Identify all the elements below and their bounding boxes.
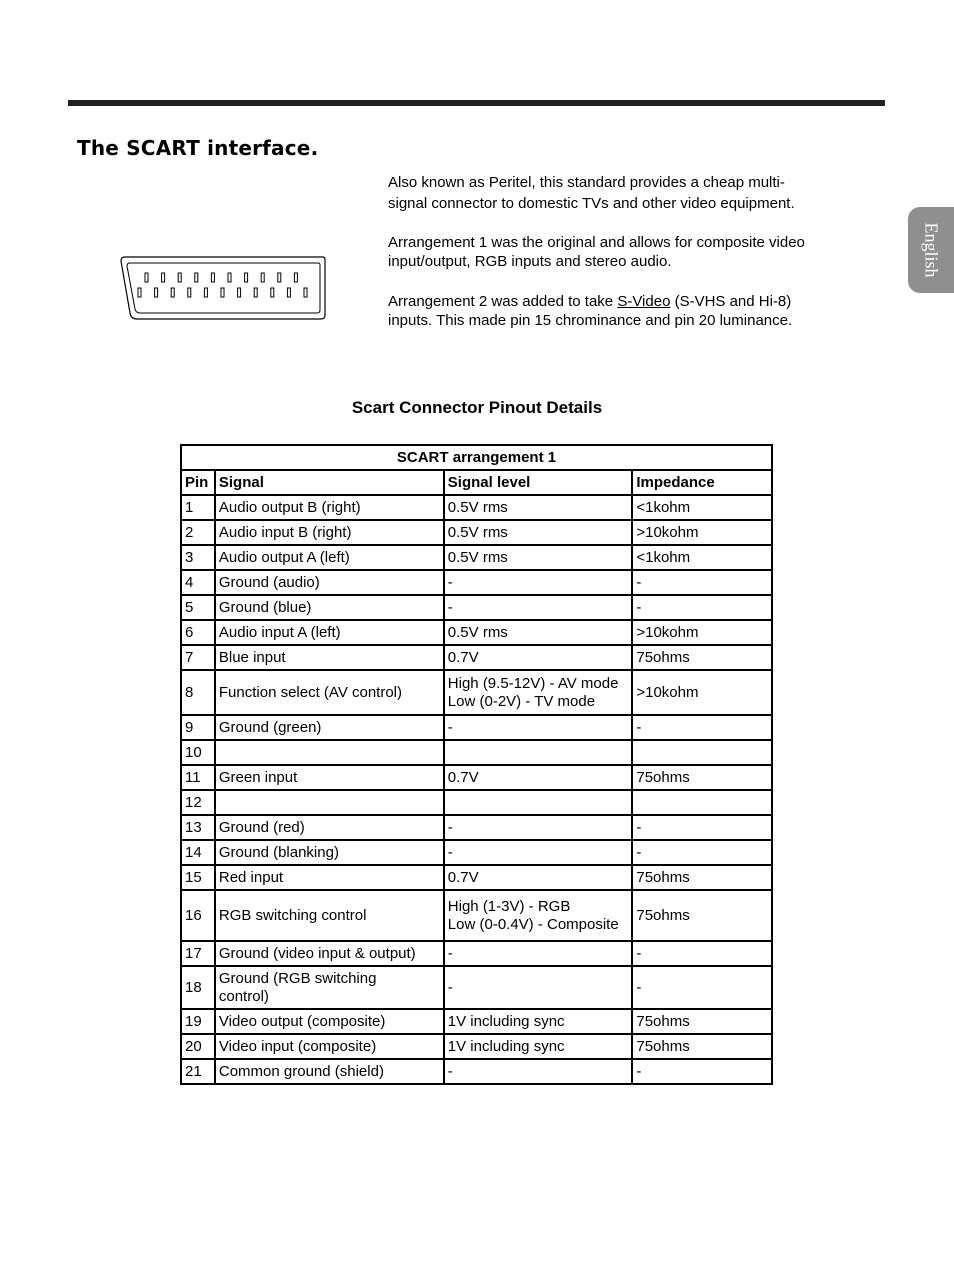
signal-level-cell: - [445,814,634,839]
connector-pin-slot [294,273,297,282]
pin-cell: 19 [182,1008,216,1033]
impedance-cell: - [633,839,771,864]
signal-cell: Ground (blanking) [216,839,445,864]
header-impedance: Impedance [633,469,771,494]
table-row [182,594,771,619]
impedance-cell: 75ohms [633,644,771,669]
impedance-cell: 75ohms [633,864,771,889]
signal-cell: Video input (composite) [216,1033,445,1058]
pin-cell: 10 [182,739,216,764]
intro-paragraph-1 [388,172,858,214]
connector-pin-slot [261,273,264,282]
scart-connector-illustration [119,255,327,321]
pin-cell: 12 [182,789,216,814]
impedance-cell: - [633,714,771,739]
connector-pin-slot [178,273,181,282]
signal-level-cell: - [445,940,634,965]
impedance-cell: >10kohm [633,669,771,714]
intro-p3-text: Arrangement 2 was added to take [388,293,618,310]
table-row [182,1008,771,1033]
language-tab-label: English [921,222,942,278]
table-row [182,864,771,889]
s-video-link[interactable]: S-Video [617,293,671,310]
impedance-cell: - [633,594,771,619]
connector-pin-slot [171,288,174,297]
impedance-cell: - [633,1058,771,1083]
table-row [182,940,771,965]
table-row [182,619,771,644]
signal-level-cell: 0.5V rms [445,494,634,519]
arrangement-row [182,446,771,469]
signal-cell: Ground (audio) [216,569,445,594]
signal-level-cell: 1V including sync [445,1008,634,1033]
impedance-cell [633,789,771,814]
impedance-cell: 75ohms [633,889,771,940]
signal-level-cell-line2: Low (0-0.4V) - Composite [447,916,619,933]
pin-cell: 1 [182,494,216,519]
signal-level-cell: 0.7V [445,864,634,889]
intro-text [388,172,858,351]
signal-cell: Ground (blue) [216,594,445,619]
signal-level-cell-line2: Low (0-2V) - TV mode [447,693,596,710]
page-heading: The SCART interface. [77,136,319,160]
intro-paragraph-3 [388,292,858,330]
pin-cell: 5 [182,594,216,619]
header-signal: Signal [216,469,445,494]
signal-cell: Ground (red) [216,814,445,839]
signal-cell: Ground (video input & output) [216,940,445,965]
signal-cell-line2: control) [218,988,269,1005]
top-rule [68,100,885,106]
impedance-cell: 75ohms [633,764,771,789]
signal-level-cell: 1V including sync [445,1033,634,1058]
connector-pin-slot [145,273,148,282]
table-row [182,714,771,739]
table-row [182,519,771,544]
signal-level-cell: - [445,714,634,739]
signal-level-cell: 0.7V [445,764,634,789]
intro-p3-line2: inputs. This made pin 15 chrominance and pin 20 luminance. [388,312,793,329]
connector-pin-slot [162,273,165,282]
intro-p3-text-after: (S-VHS and Hi-8) [670,293,792,310]
impedance-cell: - [633,814,771,839]
signal-cell: Audio input A (left) [216,619,445,644]
signal-level-cell: - [445,839,634,864]
signal-level-cell-line1: High (9.5-12V) - AV mode [447,675,619,692]
pin-cell: 17 [182,940,216,965]
signal-level-cell [445,669,634,714]
connector-pin-slot [271,288,274,297]
signal-level-cell: - [445,569,634,594]
signal-cell: Video output (composite) [216,1008,445,1033]
impedance-cell: >10kohm [633,619,771,644]
signal-cell: Ground (green) [216,714,445,739]
table-row [182,544,771,569]
signal-cell: Red input [216,864,445,889]
signal-level-cell: - [445,1058,634,1083]
signal-cell: Audio output B (right) [216,494,445,519]
connector-pin-slot [304,288,307,297]
table-row [182,669,771,714]
language-tab[interactable] [908,207,954,293]
table-row [182,494,771,519]
signal-cell-line1: Ground (RGB switching [218,970,377,987]
table-row [182,789,771,814]
pin-cell: 7 [182,644,216,669]
table-row [182,644,771,669]
impedance-cell: 75ohms [633,1008,771,1033]
intro-paragraph-2 [388,233,858,271]
pin-cell: 13 [182,814,216,839]
table-title: Scart Connector Pinout Details [351,398,603,417]
header-signal-level: Signal level [445,469,634,494]
table-row [182,889,771,940]
signal-level-cell: 0.5V rms [445,519,634,544]
signal-cell [216,739,445,764]
signal-cell: Audio output A (left) [216,544,445,569]
signal-cell [216,789,445,814]
signal-cell: Function select (AV control) [216,669,445,714]
pin-cell: 8 [182,669,216,714]
signal-level-cell-line1: High (1-3V) - RGB [447,898,571,915]
table-row [182,739,771,764]
table-row [182,764,771,789]
impedance-cell: <1kohm [633,494,771,519]
connector-pin-slot [278,273,281,282]
connector-pin-slot [211,273,214,282]
pin-cell: 14 [182,839,216,864]
table-row [182,569,771,594]
connector-pin-slot [254,288,257,297]
signal-level-cell [445,739,634,764]
signal-cell: Common ground (shield) [216,1058,445,1083]
intro-p2-line2: input/output, RGB inputs and stereo audio. [388,253,672,270]
pin-cell: 3 [182,544,216,569]
intro-p1-line2: signal connector to domestic TVs and other video equipment. [388,195,795,212]
signal-level-cell: - [445,594,634,619]
pin-cell: 21 [182,1058,216,1083]
impedance-cell: <1kohm [633,544,771,569]
connector-pin-slot [287,288,290,297]
connector-pin-slot [195,273,198,282]
signal-level-cell: 0.5V rms [445,544,634,569]
impedance-cell [633,739,771,764]
signal-cell [216,965,445,1008]
connector-pin-slot [188,288,191,297]
intro-p1-line1: Also known as Peritel, this standard provides a cheap multi- [388,174,785,191]
pin-cell: 2 [182,519,216,544]
table-row [182,814,771,839]
signal-level-cell [445,789,634,814]
pin-cell: 18 [182,965,216,1008]
pin-cell: 6 [182,619,216,644]
connector-pin-slot [221,288,224,297]
connector-pin-slot [228,273,231,282]
signal-level-cell: - [445,965,634,1008]
table-row [182,1033,771,1058]
pin-cell: 16 [182,889,216,940]
signal-level-cell [445,889,634,940]
impedance-cell: - [633,965,771,1008]
connector-pin-slot [204,288,207,297]
pin-cell: 4 [182,569,216,594]
impedance-cell: >10kohm [633,519,771,544]
table-row [182,839,771,864]
signal-cell: Blue input [216,644,445,669]
pin-cell: 9 [182,714,216,739]
scart-pinout-table [180,444,773,1085]
signal-cell: Green input [216,764,445,789]
table-row [182,965,771,1008]
pin-cell: 20 [182,1033,216,1058]
header-row [182,469,771,494]
pin-cell: 11 [182,764,216,789]
table-row [182,1058,771,1083]
connector-pin-slot [138,288,141,297]
signal-cell: RGB switching control [216,889,445,940]
signal-level-cell: 0.5V rms [445,619,634,644]
intro-p2-line1: Arrangement 1 was the original and allows for composite video [388,234,805,251]
signal-cell: Audio input B (right) [216,519,445,544]
connector-pin-slot [238,288,241,297]
connector-pin-slot [245,273,248,282]
header-pin: Pin [182,469,216,494]
impedance-cell: - [633,940,771,965]
arrangement-title: SCART arrangement 1 [396,449,557,466]
intro-p3-line1 [388,292,858,311]
connector-pin-slot [155,288,158,297]
impedance-cell: 75ohms [633,1033,771,1058]
signal-level-cell: 0.7V [445,644,634,669]
impedance-cell: - [633,569,771,594]
pin-cell: 15 [182,864,216,889]
